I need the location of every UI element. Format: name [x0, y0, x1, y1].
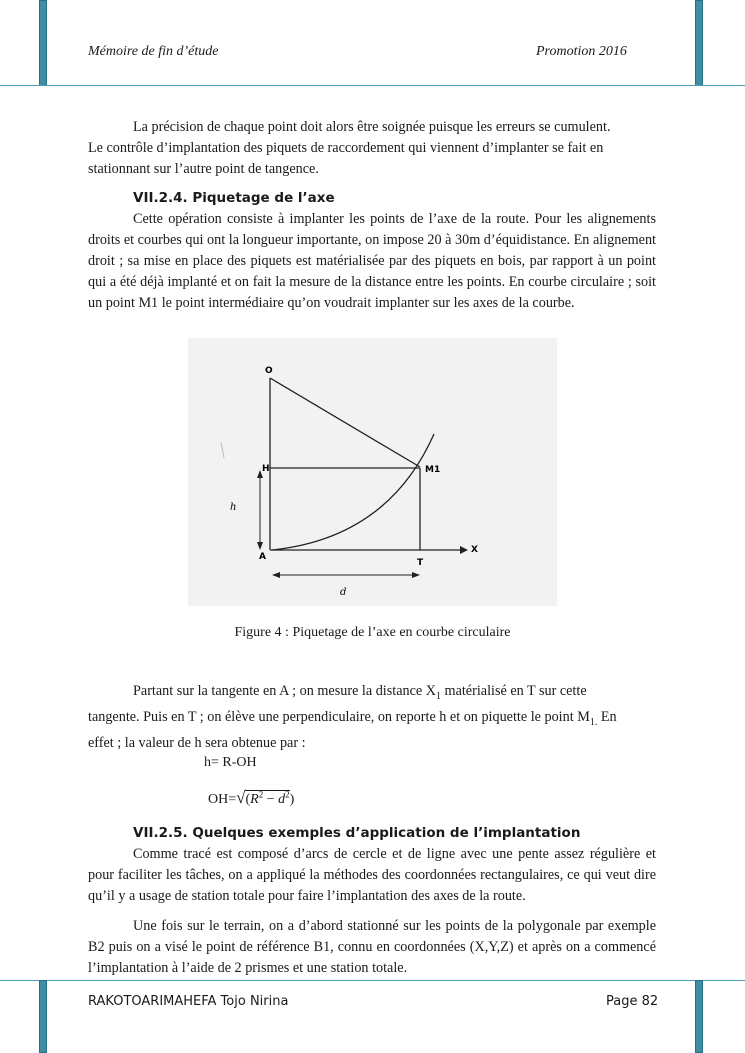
paragraph-tangente: [88, 707, 656, 733]
paragraph-operation: Cette opération consiste à implanter les points de l’axe de la route. Pour les alignements droits et courbes qui ont la longueur importante, on impose 20 à 30m d’équidistance. En alignement droit ; sa mise en place des piquets est matérialisée par des piquets en bois, par rapport à un point qui a été déjà implanté et on fait la mesure de la distance entre les points. En courbe circulaire ; soit un point M1 le point intermédiaire qu’on voudrait implanter sur les axes de la courbe.: [88, 211, 656, 311]
radius-line-O-M1: [270, 378, 420, 467]
eq-minus: −: [263, 792, 279, 807]
equation-h: h= R-OH: [204, 755, 257, 770]
eq-oh-prefix: OH=: [208, 792, 237, 807]
footer-author: RAKOTOARIMAHEFA Tojo Nirina: [88, 994, 289, 1009]
figure-caption: Figure 4 : Piquetage de l’axe en courbe circulaire: [234, 625, 511, 640]
section-title-exemples: VII.2.5. Quelques exemples d’application de l’implantation: [133, 825, 581, 841]
text-block-1: [88, 117, 656, 314]
figure-diagram: [188, 338, 557, 606]
paragraph-partant: [88, 681, 656, 707]
tangente-text: tangente. Puis en T ; on élève une perpendiculaire, on reporte h et on piquette le point M: [88, 708, 590, 725]
equation-oh: [208, 788, 294, 808]
d-arrow-left: [272, 572, 280, 578]
text-block-3: [88, 823, 656, 979]
figure-piquetage: [188, 338, 557, 606]
header-rule: [0, 85, 745, 86]
label-A: A: [259, 552, 266, 562]
header-right-text: Promotion 2016: [536, 44, 627, 59]
label-M1: M1: [425, 465, 441, 475]
paragraph-une-fois: Une fois sur le terrain, on a d’abord stationné sur les points de la polygonale par exemple B2 puis on a visé le point de référence B1, connu en coordonnées (X,Y,Z) et après on a commencé l’implantation à l’aide de 2 prismes et une station totale.: [88, 918, 656, 976]
d-arrow-right: [412, 572, 420, 578]
eq-d-exponent: 2: [285, 789, 290, 800]
m1-subscript: 1.: [589, 716, 598, 728]
header-right-bar: [695, 0, 703, 86]
footer-rule: [0, 980, 745, 981]
footer-left-bar: [39, 980, 47, 1053]
x1-subscript: 1: [435, 690, 441, 702]
x-axis-arrow: [460, 546, 468, 554]
tangente-text-end: En: [597, 708, 617, 725]
label-H: H: [262, 464, 270, 474]
eq-close-paren: ): [289, 792, 295, 807]
footer-page-number: Page 82: [606, 994, 659, 1009]
label-X: X: [471, 545, 478, 555]
header-left-text: Mémoire de fin d’étude: [88, 44, 219, 59]
label-h: h: [230, 502, 237, 513]
paragraph-controle: Le contrôle d’implantation des piquets de raccordement qui viennent d’implanter se fait en stationnant sur l’autre point de tangence.: [88, 140, 604, 177]
eq-R-exponent: 2: [258, 789, 264, 800]
label-d: d: [340, 587, 347, 598]
label-T: T: [417, 558, 424, 568]
header-left-bar: [39, 0, 47, 86]
eq-d: d: [278, 792, 286, 807]
section-title-piquetage: VII.2.4. Piquetage de l’axe: [133, 190, 335, 206]
eq-R: R: [250, 792, 259, 807]
paragraph-comme: Comme tracé est composé d’arcs de cercle et de ligne avec une pente assez régulière et pour faciliter les tâches, on a appliqué la méthodes des coordonnées rectangulaires, ce qui veut dire qu’il y a usage de station totale pour faire l’implantation des axes de la route.: [88, 846, 656, 904]
footer-right-bar: [695, 980, 703, 1053]
h-arrow-bottom: [257, 542, 263, 550]
label-O: O: [265, 366, 273, 376]
circular-curve: [272, 434, 434, 550]
scan-mark: [221, 442, 224, 458]
partant-text-a: Partant sur la tangente en A ; on mesure la distance X: [133, 683, 436, 699]
paragraph-effet: effet ; la valeur de h sera obtenue par :: [88, 734, 306, 751]
partant-text-b: matérialisé en T sur cette: [440, 683, 587, 699]
sqrt-symbol: √: [236, 788, 246, 807]
text-block-2: [88, 681, 656, 754]
sqrt-radicand: ($R^2 - d^2$: [245, 789, 290, 807]
paragraph-precision: La précision de chaque point doit alors être soignée puisque les erreurs se cumulent.: [133, 119, 611, 135]
